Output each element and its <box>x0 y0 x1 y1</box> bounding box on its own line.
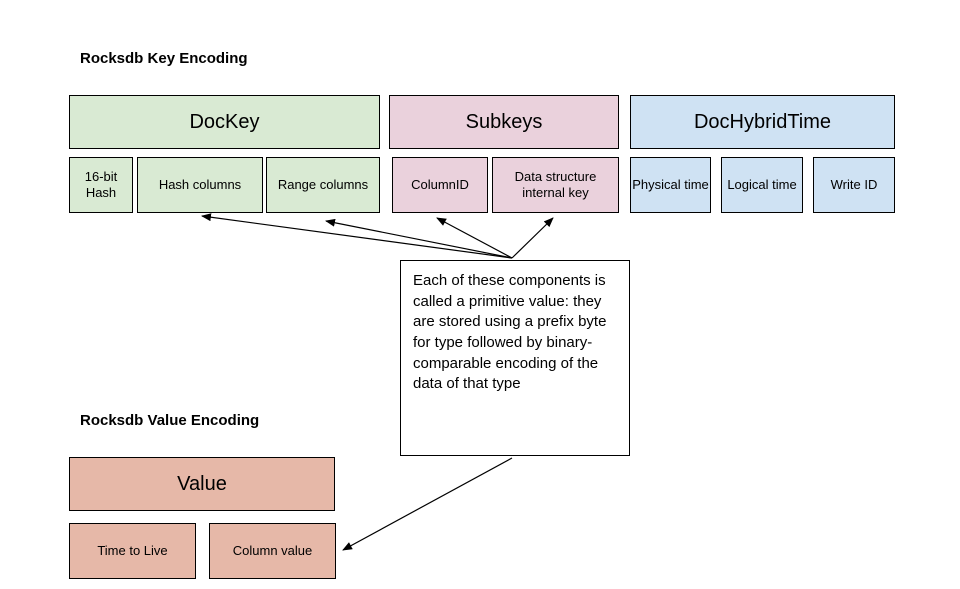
field-box-data-structure-internal-key: Data structure internal key <box>492 157 619 213</box>
arrow-note-to-hash-columns <box>202 216 512 258</box>
field-box-hash-columns: Hash columns <box>137 157 263 213</box>
group-box-dochybridtime: DocHybridTime <box>630 95 895 149</box>
field-box-16bit-hash: 16-bit Hash <box>69 157 133 213</box>
field-box-column-value: Column value <box>209 523 336 579</box>
field-box-time-to-live: Time to Live <box>69 523 196 579</box>
arrow-note-to-columnid <box>437 218 512 258</box>
key-encoding-title: Rocksdb Key Encoding <box>80 50 248 67</box>
field-box-logical-time: Logical time <box>721 157 803 213</box>
field-box-range-columns: Range columns <box>266 157 380 213</box>
arrow-note-to-range-columns <box>326 221 512 258</box>
field-box-physical-time: Physical time <box>630 157 711 213</box>
arrow-note-to-data-structure-internal-key <box>512 218 553 258</box>
group-box-subkeys: Subkeys <box>389 95 619 149</box>
primitive-value-note: Each of these components is called a primitive value: they are stored using a prefix byte for type followed by binary-comparable encoding of the data of that type <box>400 260 630 456</box>
value-encoding-title: Rocksdb Value Encoding <box>80 412 260 429</box>
arrow-note-to-column-value <box>343 458 512 550</box>
group-box-dockey: DocKey <box>69 95 380 149</box>
field-box-columnid: ColumnID <box>392 157 488 213</box>
field-box-write-id: Write ID <box>813 157 895 213</box>
group-box-value: Value <box>69 457 335 511</box>
